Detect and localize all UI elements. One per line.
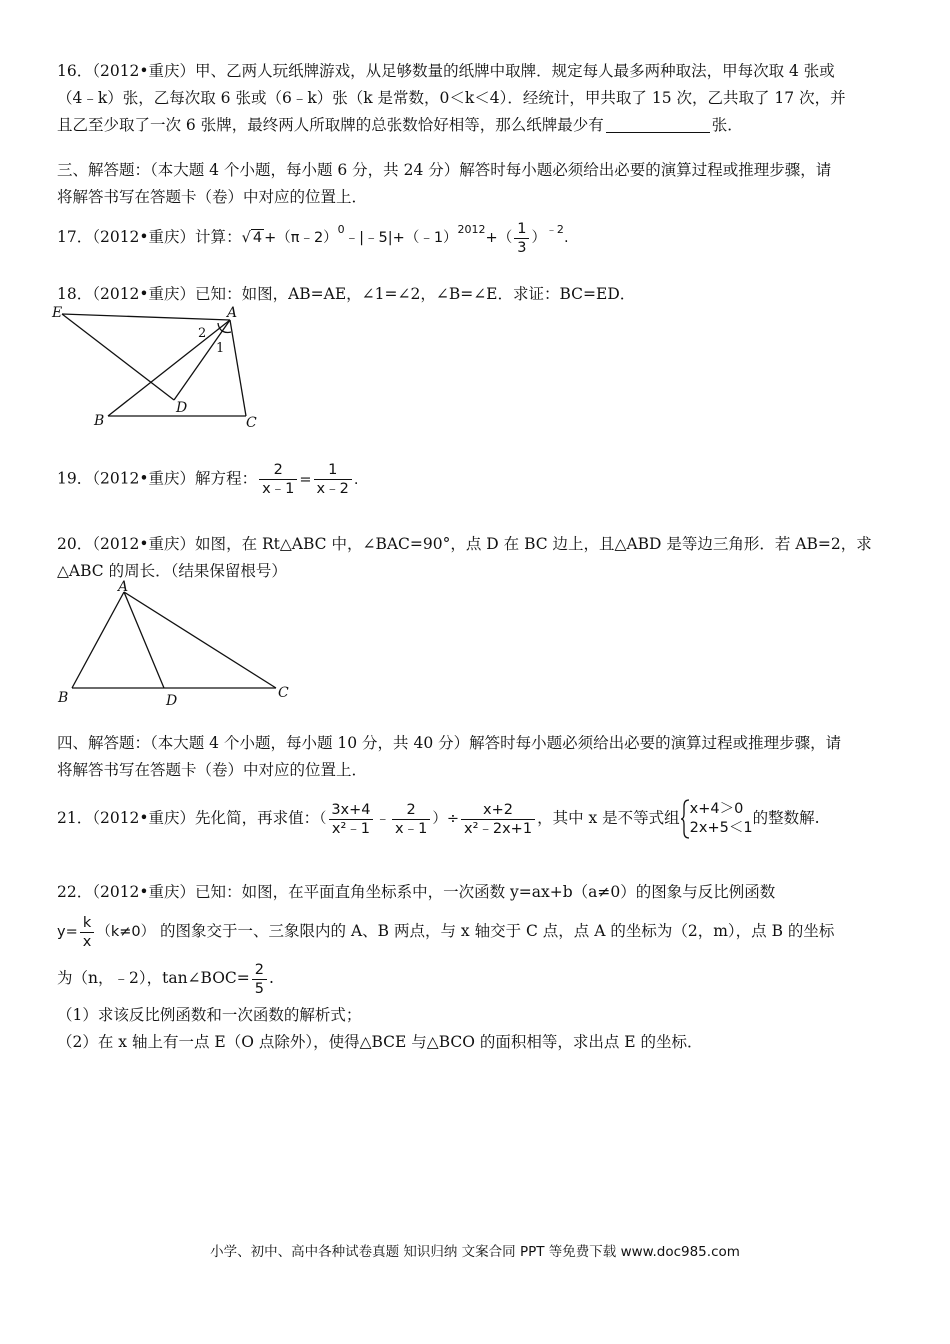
q17-exp-neg2: ﹣2 — [545, 223, 564, 236]
angle-1-arc — [222, 331, 231, 332]
sec4-line1: 四、解答题：（本大题 4 个小题，每小题 10 分，共 40 分）解答时每小题必须给出必要的演算过程或推理步骤，请 — [57, 734, 842, 752]
segment-EA — [62, 314, 230, 320]
q17-expression: √ 4 +（π﹣2）$^0$﹣|﹣5|+（﹣1）$^{2012}$+（ $\frac{1}{3}$ ）$^{﹣2}$. — [241, 220, 569, 256]
q19-prefix: 19．（2012•重庆）解方程： — [57, 469, 258, 488]
q19-eq: = — [299, 471, 312, 488]
q22-line3-pre: 为（n，﹣2），tan∠BOC= — [57, 969, 250, 987]
q18-figure — [50, 304, 270, 432]
question-17 — [57, 216, 897, 257]
q16-line3 — [57, 112, 897, 139]
question-20 — [57, 531, 897, 585]
q17-fraction: $\frac{1}{3}$ — [514, 220, 529, 257]
sec3-line1: 三、解答题：（本大题 4 个小题，每小题 6 分，共 24 分）解答时每小题必须给出必要的演算过程或推理步骤，请 — [57, 161, 832, 179]
section-4-header — [57, 730, 897, 784]
q22-line1: 22．（2012•重庆）已知：如图，在平面直角坐标系中，一次函数 y=ax+b（a≠0）的图象与反比例函数 — [57, 883, 776, 901]
label-B: B — [58, 690, 69, 706]
q21-ineq2: 2x+5＜1 — [689, 820, 753, 836]
q21-prefix: 21．（2012•重庆）先化简，再求值： — [57, 809, 320, 827]
segment-ED — [62, 314, 174, 400]
q17-part2: ﹣|﹣5|+（﹣1） — [344, 230, 458, 246]
q19-fraction-2: $\frac{1}{x﹣2}$ — [314, 461, 352, 498]
q16-line1: 16．（2012•重庆）甲、乙两人玩纸牌游戏，从足够数量的纸牌中取牌．规定每人最多两种取法，甲每次取 4 张或 — [57, 62, 835, 80]
q21-close: ）÷ — [432, 811, 459, 827]
q18-text: 18．（2012•重庆）已知：如图，AB=AE，∠1=∠2，∠B=∠E．求证：BC=ED． — [57, 285, 636, 303]
question-19 — [57, 461, 897, 498]
label-A: A — [227, 305, 238, 321]
page-footer: 小学、初中、高中各种试卷真题 知识归纳 文案合同 PPT 等免费下载 www.doc985.com — [210, 1244, 740, 1260]
q19-fraction-1: $\frac{2}{x﹣1}$ — [259, 461, 297, 498]
question-21 — [57, 795, 907, 842]
label-A: A — [118, 579, 129, 595]
q17-exp0: 0 — [337, 223, 345, 236]
question-16 — [57, 58, 897, 139]
q22-function — [57, 914, 156, 950]
q19-equation — [257, 462, 359, 497]
q17-end: . — [563, 230, 569, 246]
q22-tan-fraction: $\frac{2}{5}$ — [252, 961, 267, 998]
segment-AD — [124, 592, 164, 688]
label-B: B — [94, 413, 105, 429]
q21-inequality-system — [690, 800, 753, 838]
q21-fraction-1: $\frac{3x+4}{\text{x²﹣1}}$ — [328, 801, 373, 838]
q16-line2: （4﹣k）张，乙每次取 6 张或（6﹣k）张（k 是常数，0＜k＜4）．经统计，甲共取了 15 次，乙共取了 17 次，并 — [57, 89, 846, 107]
q21-minus: ﹣ — [375, 811, 391, 827]
q21-fraction-3: $\frac{x+2}{\text{x²﹣2x+1}}$ — [461, 801, 535, 838]
q16-line3-post: 张． — [711, 116, 743, 134]
q17-part1: +（π﹣2） — [264, 230, 338, 246]
q20-line1: 20．（2012•重庆）如图，在 Rt△ABC 中，∠BAC=90°，点 D 在 BC 边上，且△ABD 是等边三角形．若 AB=2，求 — [57, 535, 872, 553]
question-22 — [57, 879, 897, 1056]
q22-tan-value — [250, 961, 269, 997]
q22-sub1: （1）求该反比例函数和一次函数的解析式； — [57, 1006, 362, 1024]
segment-AB — [72, 592, 124, 688]
q21-open: （ — [319, 811, 327, 827]
label-angle-1: 1 — [216, 341, 225, 356]
q17-sqrt-arg: 4 — [252, 230, 263, 246]
label-angle-2: 2 — [198, 326, 207, 341]
label-D: D — [176, 400, 188, 416]
q22-line3-end: . — [269, 969, 274, 987]
q22-fn-fraction: $\frac{k}{x}$ — [80, 914, 95, 951]
segment-AB — [108, 320, 230, 416]
q21-fraction-2: $\frac{2}{x﹣1}$ — [392, 801, 430, 838]
q17-part4: ） — [531, 230, 546, 246]
q16-line3-pre: 且乙至少取了一次 6 张牌，最终两人所取牌的总张数恰好相等，那么纸牌最少有 — [57, 116, 604, 134]
q21-mid: ，其中 x 是不等式组 — [537, 809, 680, 827]
q21-expression — [319, 801, 537, 837]
q19-end: . — [353, 471, 359, 488]
left-brace-icon — [680, 799, 690, 839]
q22-fn-cond: （k≠0） — [96, 924, 156, 940]
q20-figure — [50, 578, 300, 708]
q20-line2: △ABC 的周长．（结果保留根号） — [57, 562, 287, 580]
sec4-line2: 将解答书写在答题卡（卷）中对应的位置上． — [57, 761, 368, 779]
sec3-line2: 将解答书写在答题卡（卷）中对应的位置上． — [57, 188, 368, 206]
label-D: D — [166, 693, 178, 708]
q22-sub2: （2）在 x 轴上有一点 E（O 点除外），使得△BCE 与△BCO 的面积相等，求出点 E 的坐标． — [57, 1033, 703, 1051]
label-C: C — [278, 685, 289, 701]
q21-ineq1: x+4＞0 — [689, 801, 744, 817]
label-C: C — [246, 415, 257, 431]
segment-AC — [124, 592, 276, 688]
q22-fn-y: y= — [57, 924, 78, 940]
q17-exp2012: 2012 — [457, 223, 486, 236]
q17-part3: +（ — [485, 230, 513, 246]
q22-line2-rest: 的图象交于一、三象限内的 A、B 两点，与 x 轴交于 C 点，点 A 的坐标为（2，m），点 B 的坐标 — [160, 922, 835, 940]
q17-prefix: 17．（2012•重庆）计算： — [57, 228, 242, 246]
section-3-header — [57, 157, 897, 211]
q21-end: 的整数解. — [752, 809, 820, 827]
answer-blank[interactable] — [606, 116, 710, 133]
segment-AC — [230, 320, 246, 416]
label-E: E — [52, 305, 63, 321]
